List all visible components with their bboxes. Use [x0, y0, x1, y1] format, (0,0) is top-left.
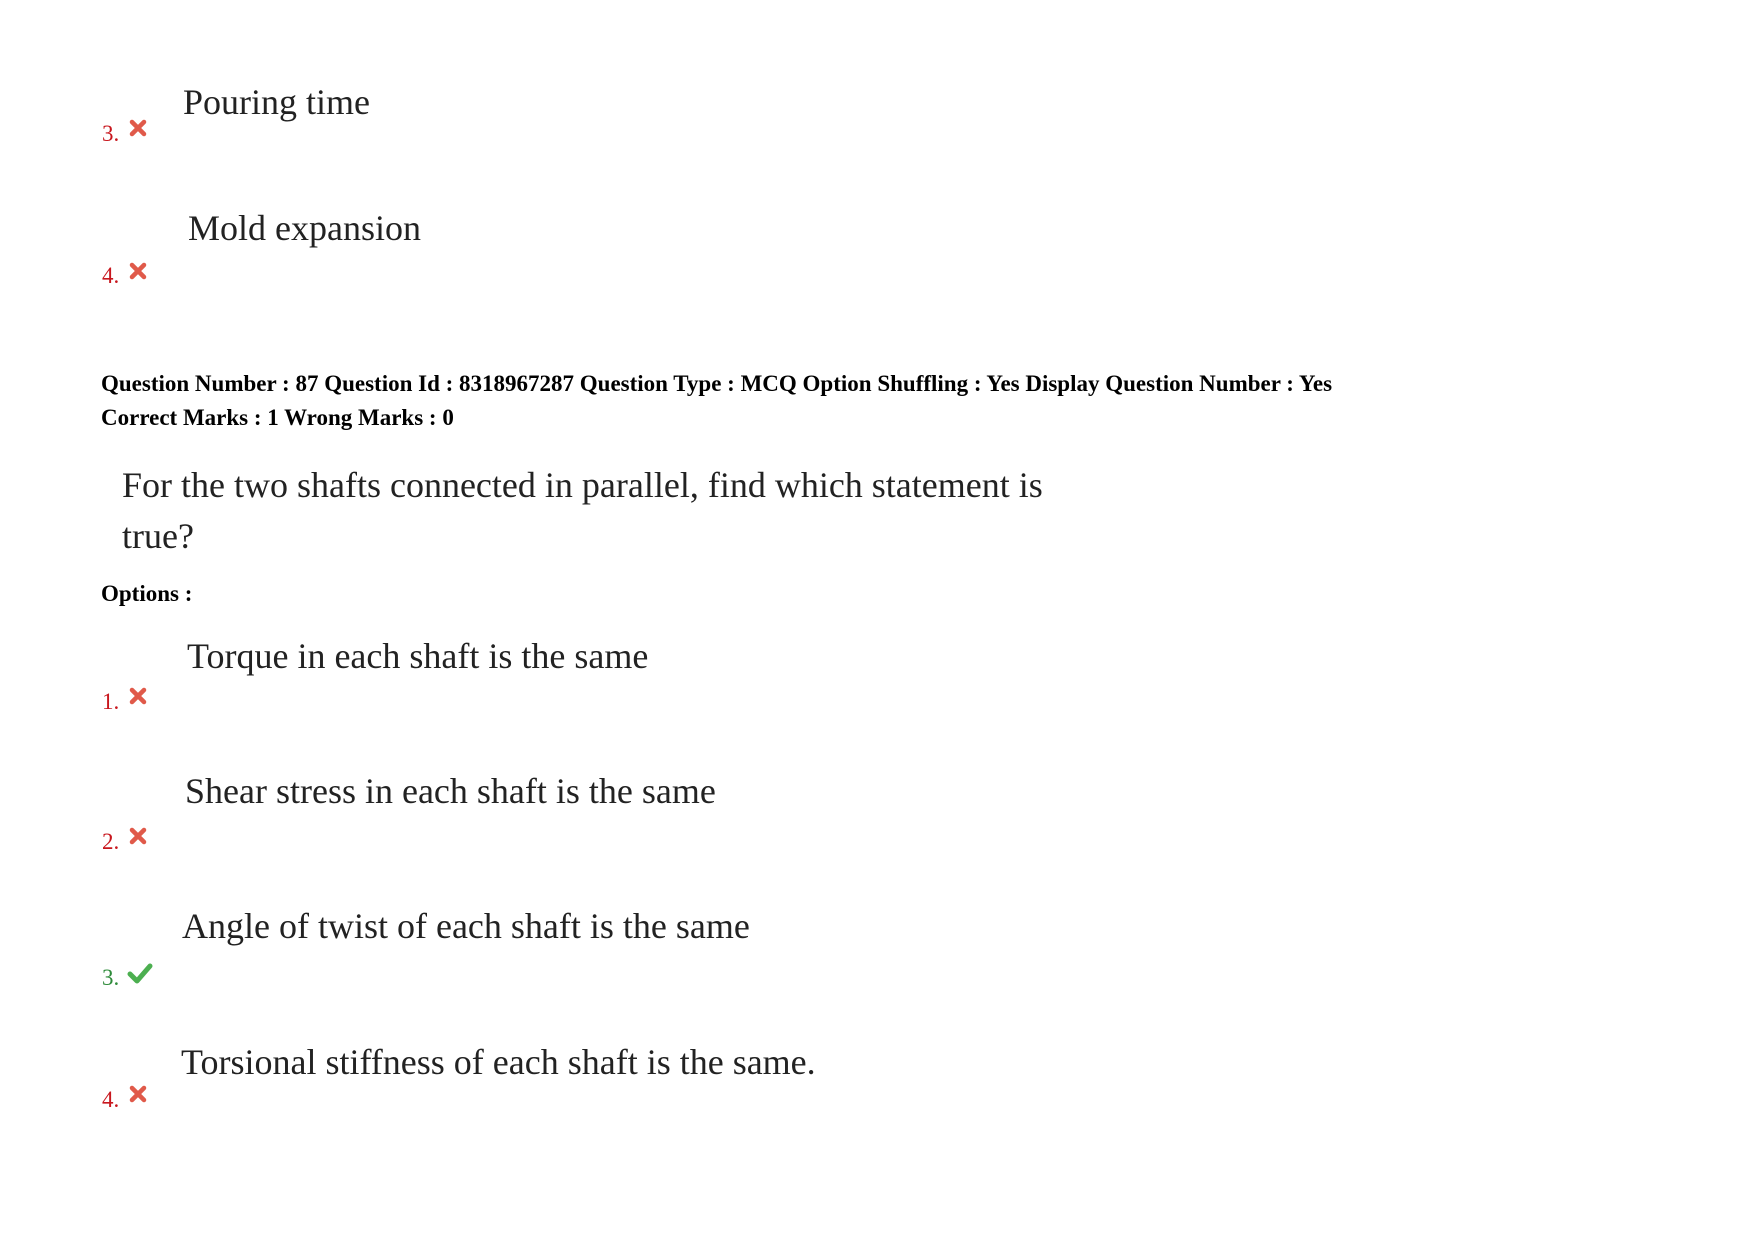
option-text: Torsional stiffness of each shaft is the same. [181, 1042, 816, 1082]
option-number: 4. [102, 263, 120, 288]
option-text: Torque in each shaft is the same [187, 636, 649, 676]
cross-icon [128, 826, 148, 846]
cross-icon [128, 118, 148, 138]
option-text: Mold expansion [188, 208, 421, 248]
option-text: Pouring time [183, 82, 370, 122]
option-number: 2. [102, 829, 120, 854]
option-number: 4. [102, 1087, 120, 1112]
cross-icon [128, 1084, 148, 1104]
option-text: Angle of twist of each shaft is the same [182, 906, 750, 946]
option-number: 3. [102, 965, 120, 990]
cross-icon [128, 686, 148, 706]
question-text: For the two shafts connected in parallel, find which statement is true? [122, 465, 1043, 556]
cross-icon [128, 261, 148, 281]
option-number: 3. [102, 121, 120, 146]
check-icon [127, 962, 153, 984]
question-meta-line-2: Correct Marks : 1 Wrong Marks : 0 [101, 405, 454, 430]
options-label: Options : [101, 581, 193, 606]
option-text: Shear stress in each shaft is the same [185, 771, 716, 811]
option-number: 1. [102, 689, 120, 714]
question-meta-line-1: Question Number : 87 Question Id : 8318967287 Question Type : MCQ Option Shuffling : Yes Display Question Number : Yes [101, 371, 1333, 396]
